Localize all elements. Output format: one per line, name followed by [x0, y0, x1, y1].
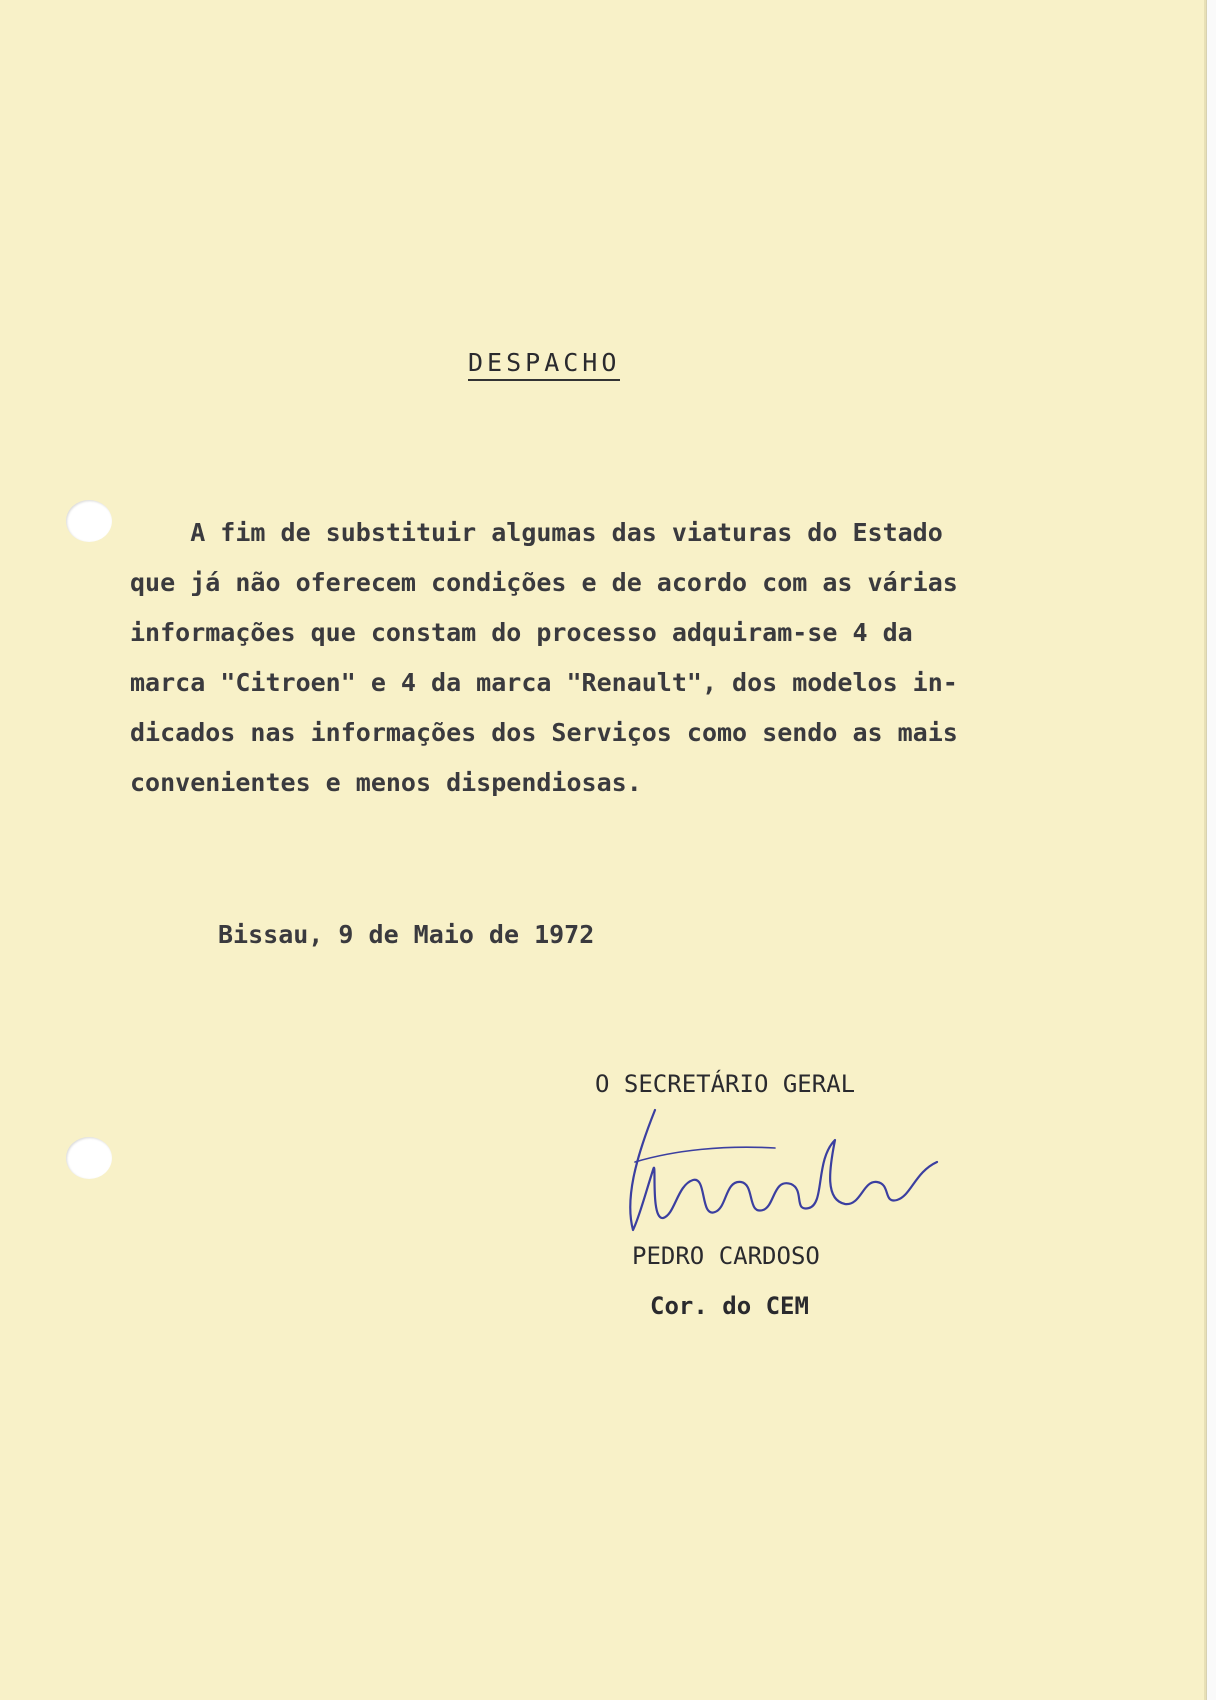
- signatory-title: O SECRETÁRIO GERAL: [595, 1070, 856, 1098]
- punch-hole-top: [66, 500, 112, 542]
- signatory-name: PEDRO CARDOSO: [632, 1242, 820, 1270]
- place-date: Bissau, 9 de Maio de 1972: [218, 920, 595, 949]
- punch-hole-bottom: [66, 1137, 112, 1179]
- body-line-3: informações que constam do processo adquiram-se 4 da: [130, 618, 913, 647]
- scan-edge: [1206, 0, 1216, 1700]
- body-line-2: que já não oferecem condições e de acordo com as várias: [130, 568, 958, 597]
- document-title: DESPACHO: [468, 348, 620, 381]
- body-line-4: marca "Citroen" e 4 da marca "Renault", dos modelos in-: [130, 668, 958, 697]
- handwritten-signature: [615, 1100, 945, 1240]
- signatory-rank: Cor. do CEM: [650, 1292, 809, 1320]
- body-line-1: A fim de substituir algumas das viaturas do Estado: [130, 518, 943, 547]
- body-line-6: convenientes e menos dispendiosas.: [130, 768, 642, 797]
- body-line-5: dicados nas informações dos Serviços como sendo as mais: [130, 718, 958, 747]
